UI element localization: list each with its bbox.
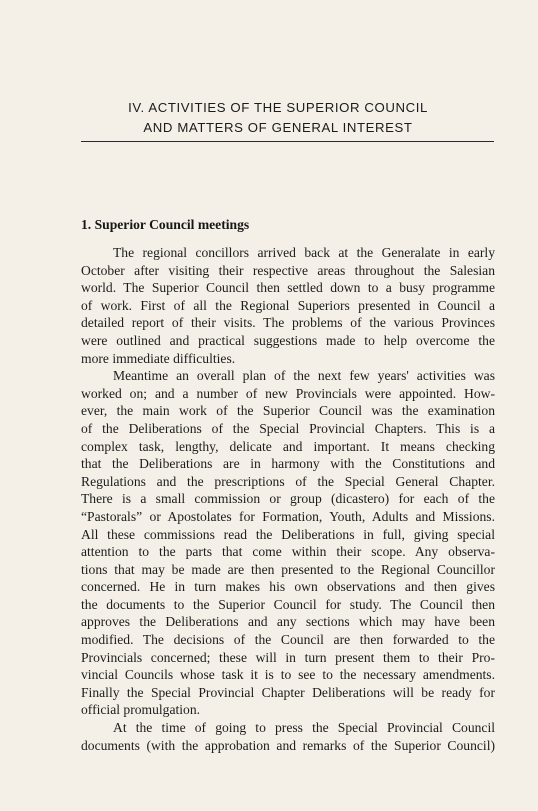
- chapter-heading: [60, 98, 496, 138]
- text-line: vincial Councils whose task it is to see to the necessary amendments.: [81, 667, 495, 683]
- text-line: concerned. He in turn makes his own observations and then gives: [81, 579, 495, 595]
- body-text: [81, 244, 495, 754]
- text-line: of work. First of all the Regional Superiors presented in Council a: [81, 297, 495, 313]
- text-line: worked on; and a number of new Provincials were appointed. How-: [81, 385, 495, 401]
- text-line: At the time of going to press the Special Provincial Council: [113, 720, 495, 736]
- text-line: official promulgation.: [81, 702, 201, 718]
- paragraph: [81, 719, 495, 754]
- text-line: more immediate difficulties.: [81, 350, 236, 366]
- text-line: Finally the Special Provincial Chapter Deliberations will be ready for: [81, 684, 495, 700]
- chapter-heading-line-2: AND MATTERS OF GENERAL INTEREST: [143, 120, 413, 135]
- text-line: the documents to the Superior Council for study. The Council then: [81, 596, 495, 612]
- text-line: Provincials concerned; these will in turn present them to their Pro-: [81, 649, 495, 665]
- text-line: “Pastorals” or Apostolates for Formation, Youth, Adults and Missions.: [81, 508, 495, 524]
- text-line: Regulations and the prescriptions of the Special General Chapter.: [81, 473, 495, 489]
- text-line: All these commissions read the Deliberations in full, giving special: [81, 526, 495, 542]
- text-line: world. The Superior Council then settled down to a busy programme: [81, 280, 495, 296]
- chapter-heading-line-1: IV. ACTIVITIES OF THE SUPERIOR COUNCIL: [128, 100, 428, 115]
- text-line: The regional concillors arrived back at the Generalate in early: [113, 245, 495, 260]
- text-line: attention to the parts that come within their scope. Any observa-: [81, 544, 495, 560]
- text-line: detailed report of their visits. The problems of the various Provinces: [81, 315, 495, 331]
- text-line: modified. The decisions of the Council are then forwarded to the: [81, 632, 495, 648]
- text-line: tions that may be made are then presented to the Regional Councillor: [81, 561, 495, 577]
- section-title: 1. Superior Council meetings: [81, 217, 250, 232]
- text-line: approves the Deliberations and any sections which may have been: [81, 614, 495, 630]
- text-line: were outlined and practical suggestions made to help overcome the: [81, 332, 495, 348]
- text-line: ever, the main work of the Superior Council was the examination: [81, 403, 495, 419]
- text-line: complex task, lengthy, delicate and important. It means checking: [81, 438, 495, 454]
- heading-rule: [81, 141, 494, 142]
- text-line: of the Deliberations of the Special Provincial Chapters. This is a: [81, 420, 495, 436]
- text-line: Meantime an overall plan of the next few years' activities was: [113, 368, 495, 384]
- text-line: There is a small commission or group (dicastero) for each of the: [81, 491, 495, 507]
- text-line: documents (with the approbation and remarks of the Superior Council): [81, 737, 495, 753]
- text-line: October after visiting their respective areas throughout the Salesian: [81, 262, 495, 278]
- text-line: that the Deliberations are in harmony with the Constitutions and: [81, 456, 495, 472]
- paragraph: [81, 367, 495, 719]
- paragraph: [81, 244, 495, 367]
